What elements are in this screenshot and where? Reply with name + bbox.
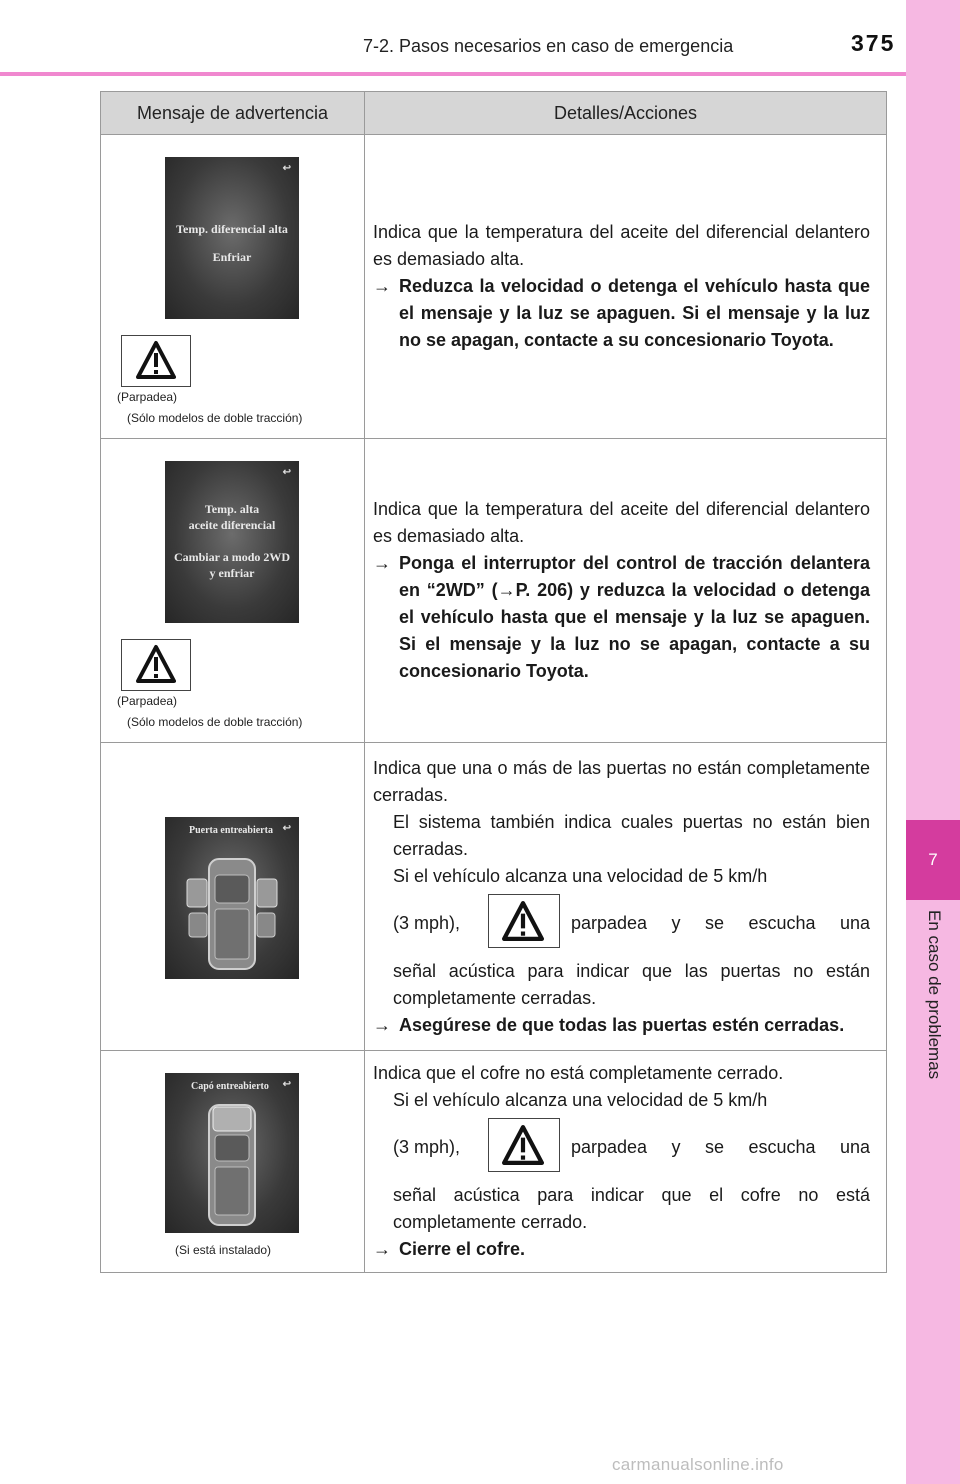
blink-note: (Parpadea) (117, 390, 178, 404)
warning-light-box (488, 1118, 560, 1172)
blink-text: parpadea y se escucha una (571, 912, 870, 933)
sub-text: señal acústica para indicar que las puertas no están completamente cerradas. (393, 960, 870, 1008)
description-text: Indica que una o más de las puertas no están completamente cerradas. (373, 757, 870, 805)
watermark: carmanualsonline.info (612, 1455, 784, 1474)
back-icon: ↩ (282, 823, 291, 834)
table-row (101, 135, 887, 439)
sub-text: Si el vehículo alcanza una velocidad de 5 km/h (393, 1090, 768, 1110)
action-label: Asegúrese de que todas las puertas estén cerradas. (399, 1014, 845, 1035)
details-cell (365, 1051, 887, 1273)
arrow-icon: → (373, 553, 391, 573)
sub-text: Si el vehículo alcanza una velocidad de 5 km/h (393, 865, 768, 886)
screen-line: Temp. alta (204, 502, 260, 516)
model-note: (Sólo modelos de doble tracción) (127, 715, 303, 729)
action-text (373, 1236, 870, 1263)
back-icon: ↩ (282, 1079, 291, 1090)
header-rule (0, 72, 906, 76)
inline-warning-row (373, 1118, 870, 1178)
message-cell (101, 439, 365, 743)
message-cell (101, 743, 365, 1051)
screen-line: aceite diferencial (188, 518, 276, 532)
description-text: Indica que la temperatura del aceite del diferencial delantero es demasiado alta. (373, 222, 870, 269)
install-note: (Si está instalado) (175, 1243, 272, 1257)
details-cell (365, 439, 887, 743)
message-cell (101, 135, 365, 439)
action-label-cont: P. 206) y reduzca la velocidad o detenga el vehículo hasta que el mensaje y la luz se apaguen. Si el mensaje y la luz no se apagan, contacte a su concesionario Toyota. (399, 580, 870, 681)
action-text (373, 273, 870, 354)
speed-mph: (3 mph), (393, 912, 461, 933)
action-label: Reduzca la velocidad o detenga el vehículo hasta que el mensaje y la luz se apaguen. Si el mensaje y la luz no se apagan, contacte a su concesionario Toyota. (399, 276, 870, 350)
warning-light-box (121, 335, 191, 387)
table-row (101, 1051, 887, 1273)
screen-line: Temp. diferencial alta (176, 222, 288, 236)
header-message: Mensaje de advertencia (101, 92, 365, 135)
table-row (101, 439, 887, 743)
details-cell (365, 743, 887, 1051)
warning-table (100, 91, 887, 1273)
screen-title: Capó entreabierto (191, 1081, 269, 1092)
back-icon: ↩ (282, 163, 291, 174)
side-tab (906, 0, 960, 1484)
display-screen (165, 817, 299, 979)
display-screen (165, 1073, 299, 1233)
warning-light-box (488, 894, 560, 948)
page-number: 375 (851, 30, 896, 56)
table-header-row (101, 92, 887, 135)
sub-text: El sistema también indica cuales puertas no están bien cerradas. (393, 811, 870, 859)
page-ref-arrow-icon: → (497, 580, 516, 600)
section-title: 7-2. Pasos necesarios en caso de emergencia (363, 36, 734, 56)
speed-mph: (3 mph), (393, 1137, 461, 1157)
header-details: Detalles/Acciones (365, 92, 887, 135)
arrow-icon: → (373, 1014, 391, 1035)
warning-triangle-icon (502, 900, 544, 942)
truck-icon (165, 839, 299, 979)
blink-text: parpadea y se escucha una (571, 1137, 870, 1157)
details-cell (365, 135, 887, 439)
back-icon: ↩ (282, 467, 291, 478)
message-cell (101, 1051, 365, 1273)
action-text (373, 1012, 870, 1039)
warning-triangle-icon (136, 644, 176, 684)
action-label: Cierre el cofre. (399, 1239, 526, 1259)
warning-light-box (121, 639, 191, 691)
display-screen (165, 461, 299, 623)
warning-triangle-icon (502, 1124, 544, 1166)
screen-line: Enfriar (212, 250, 252, 264)
action-text (373, 550, 870, 685)
description-text: Indica que el cofre no está completamente cerrado. (373, 1063, 784, 1083)
screen-line: y enfriar (209, 566, 255, 580)
arrow-icon: → (373, 1239, 391, 1259)
model-note: (Sólo modelos de doble tracción) (127, 411, 303, 425)
truck-icon (165, 1095, 299, 1233)
chapter-label: En caso de problemas (925, 910, 944, 1080)
inline-warning-row (373, 894, 870, 954)
table-row (101, 743, 887, 1051)
chapter-number: 7 (906, 820, 960, 900)
arrow-icon: → (373, 276, 391, 296)
warning-triangle-icon (136, 340, 176, 380)
blink-note: (Parpadea) (117, 694, 178, 708)
display-screen (165, 157, 299, 319)
sub-text: señal acústica para indicar que el cofre no está completamente cerrado. (393, 1185, 870, 1232)
screen-line: Cambiar a modo 2WD (173, 550, 291, 564)
screen-title: Puerta entreabierta (189, 825, 273, 836)
action-label: Ponga el interruptor del control de tracción delantera en “2WD” ( (399, 553, 870, 600)
description-text: Indica que la temperatura del aceite del diferencial delantero es demasiado alta. (373, 499, 870, 546)
